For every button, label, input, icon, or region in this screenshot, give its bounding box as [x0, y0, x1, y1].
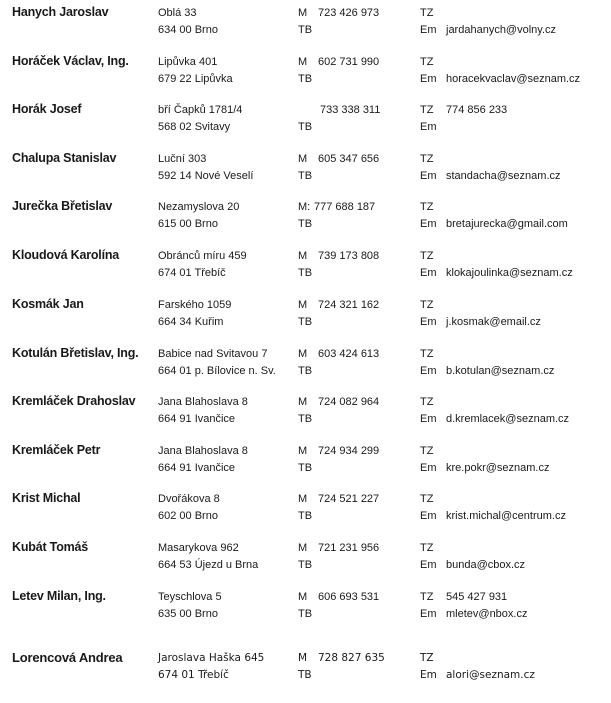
em-label: Em [420, 559, 437, 571]
tb-label: TB [298, 316, 313, 328]
street-address: Teyschlova 5 [158, 591, 222, 603]
city-postal: 664 01 p. Bílovice n. Sv. [158, 365, 276, 377]
em-label: Em [420, 608, 437, 620]
street-address: Luční 303 [158, 153, 207, 165]
city-postal: 664 34 Kuřim [158, 316, 224, 328]
tz-label: TZ [420, 542, 434, 554]
tz-label: TZ [420, 56, 434, 68]
contact-name: Jurečka Břetislav [12, 199, 113, 213]
contact-name: Kotulán Břetislav, Ing. [12, 346, 139, 360]
contact-name: Kloudová Karolína [12, 248, 120, 262]
tb-label: TB [298, 170, 313, 182]
city-postal: 674 01 Třebíč [158, 267, 226, 279]
contact-entry [0, 54, 611, 102]
em-label: Em [420, 267, 437, 279]
em-label: Em [420, 413, 437, 425]
street-address: Nezamyslova 20 [158, 201, 240, 213]
contact-name: Lorencová Andrea [12, 650, 123, 665]
em-label: Em [420, 218, 437, 230]
street-address: Masarykova 962 [158, 542, 239, 554]
tb-label: TB [298, 73, 313, 85]
email-address: kre.pokr@seznam.cz [446, 462, 550, 474]
tz-label: TZ [420, 493, 434, 505]
city-postal: 592 14 Nové Veselí [158, 170, 254, 182]
email-address: bretajurecka@gmail.com [446, 218, 568, 230]
city-postal: 615 00 Brno [158, 218, 218, 230]
contact-entry [0, 346, 611, 394]
email-address: klokajoulinka@seznam.cz [446, 267, 573, 279]
email-address: d.kremlacek@seznam.cz [446, 413, 570, 425]
mobile-label: M [298, 250, 308, 262]
em-label: Em [420, 121, 437, 133]
tb-label: TB [298, 510, 313, 522]
email-address: jardahanych@volny.cz [446, 24, 557, 36]
mobile-label: M [298, 299, 308, 311]
em-label: Em [420, 316, 437, 328]
email-address: mletev@nbox.cz [446, 608, 528, 620]
city-postal: 679 22 Lipůvka [158, 73, 233, 85]
street-address: bří Čapků 1781/4 [158, 104, 243, 116]
email-address: alori@seznam.cz [446, 669, 535, 681]
mobile-label: M [298, 153, 308, 165]
em-label: Em [420, 170, 437, 182]
email-address: j.kosmak@email.cz [446, 316, 541, 328]
email-address: bunda@cbox.cz [446, 559, 526, 571]
city-postal: 602 00 Brno [158, 510, 218, 522]
contact-entry [0, 589, 611, 637]
contact-entry [0, 491, 611, 539]
mobile-number: 739 173 808 [318, 250, 380, 262]
contact-name: Letev Milan, Ing. [12, 589, 106, 603]
mobile-number: 723 426 973 [318, 7, 380, 19]
tz-label: TZ [420, 445, 434, 457]
tb-label: TB [298, 559, 313, 571]
mobile-label: M [298, 542, 308, 554]
em-label: Em [420, 365, 437, 377]
contact-entry [0, 151, 611, 199]
city-postal: 664 91 Ivančice [158, 413, 236, 425]
city-postal: 635 00 Brno [158, 608, 218, 620]
mobile-number: 733 338 311 [320, 104, 381, 116]
tz-label: TZ [420, 396, 434, 408]
contact-name: Hanych Jaroslav [12, 5, 109, 19]
mobile-number: 724 082 964 [318, 396, 380, 408]
mobile-number: 605 347 656 [318, 153, 380, 165]
mobile-number: 606 693 531 [318, 591, 380, 603]
em-label: Em [420, 462, 437, 474]
em-label: Em [420, 510, 437, 522]
tb-label: TB [298, 24, 313, 36]
mobile-number: 721 231 956 [318, 542, 380, 554]
contact-entry [0, 102, 611, 150]
tb-label: TB [298, 218, 313, 230]
street-address: Lipůvka 401 [158, 56, 218, 68]
mobile-label: M [298, 7, 308, 19]
contact-name: Kosmák Jan [12, 297, 84, 311]
street-address: Jana Blahoslava 8 [158, 445, 248, 457]
contact-entry [0, 199, 611, 247]
mobile-number: 602 731 990 [318, 56, 380, 68]
contact-entry [0, 540, 611, 588]
contact-entry [0, 248, 611, 296]
mobile-label: M [298, 56, 308, 68]
contact-entry [0, 297, 611, 345]
email-address: horacekvaclav@seznam.cz [446, 73, 581, 85]
mobile-number: 728 827 635 [318, 652, 385, 664]
tz-label: TZ [420, 153, 434, 165]
email-address: b.kotulan@seznam.cz [446, 365, 555, 377]
contact-name: Kubát Tomáš [12, 540, 89, 554]
city-postal: 664 91 Ivančice [158, 462, 236, 474]
street-address: Oblá 33 [158, 7, 197, 19]
tb-label: TB [298, 267, 313, 279]
contact-name: Chalupa Stanislav [12, 151, 117, 165]
contact-entry [0, 394, 611, 442]
city-postal: 634 00 Brno [158, 24, 218, 36]
mobile-label: M: [298, 201, 311, 213]
mobile-label: M [298, 396, 308, 408]
tz-label: TZ [420, 591, 434, 603]
tz-number: 545 427 931 [446, 591, 508, 603]
em-label: Em [420, 24, 437, 36]
tb-label: TB [298, 121, 313, 133]
tb-label: TB [298, 365, 313, 377]
tz-label: TZ [420, 104, 434, 116]
mobile-number: 724 934 299 [318, 445, 380, 457]
mobile-number: 724 321 162 [318, 299, 380, 311]
tz-label: TZ [420, 250, 434, 262]
contact-name: Kremláček Petr [12, 443, 101, 457]
tz-label: TZ [420, 299, 434, 311]
tz-label: TZ [420, 7, 434, 19]
mobile-number: 724 521 227 [318, 493, 380, 505]
tb-label: TB [298, 608, 313, 620]
contact-name: Kremláček Drahoslav [12, 394, 136, 408]
tz-label: TZ [420, 348, 434, 360]
tb-label: TB [298, 462, 313, 474]
email-address: krist.michal@centrum.cz [446, 510, 566, 522]
contact-name: Krist Michal [12, 491, 81, 505]
city-postal: 568 02 Svitavy [158, 121, 231, 133]
tz-label: TZ [420, 201, 434, 213]
tb-label: TB [298, 413, 313, 425]
city-postal: 674 01 Třebíč [158, 669, 229, 681]
street-address: Obránců míru 459 [158, 250, 247, 262]
contact-entry [0, 5, 611, 53]
mobile-number: 777 688 187 [314, 201, 376, 213]
street-address: Jana Blahoslava 8 [158, 396, 248, 408]
contact-name: Horáček Václav, Ing. [12, 54, 129, 68]
mobile-label: M [298, 348, 308, 360]
tb-label: TB [298, 669, 312, 681]
mobile-number: 603 424 613 [318, 348, 380, 360]
contact-entry [0, 650, 611, 698]
tz-number: 774 856 233 [446, 104, 508, 116]
street-address: Dvořákova 8 [158, 493, 220, 505]
contact-name: Horák Josef [12, 102, 82, 116]
em-label: Em [420, 669, 437, 681]
mobile-label: M [298, 445, 308, 457]
contact-entry [0, 443, 611, 491]
mobile-label: M [298, 652, 308, 664]
street-address: Jaroslava Haška 645 [158, 652, 265, 664]
street-address: Babice nad Svitavou 7 [158, 348, 268, 360]
street-address: Farského 1059 [158, 299, 232, 311]
tz-label: TZ [420, 652, 434, 664]
mobile-label: M [298, 591, 308, 603]
email-address: standacha@seznam.cz [446, 170, 561, 182]
em-label: Em [420, 73, 437, 85]
city-postal: 664 53 Újezd u Brna [158, 559, 259, 571]
mobile-label: M [298, 493, 308, 505]
